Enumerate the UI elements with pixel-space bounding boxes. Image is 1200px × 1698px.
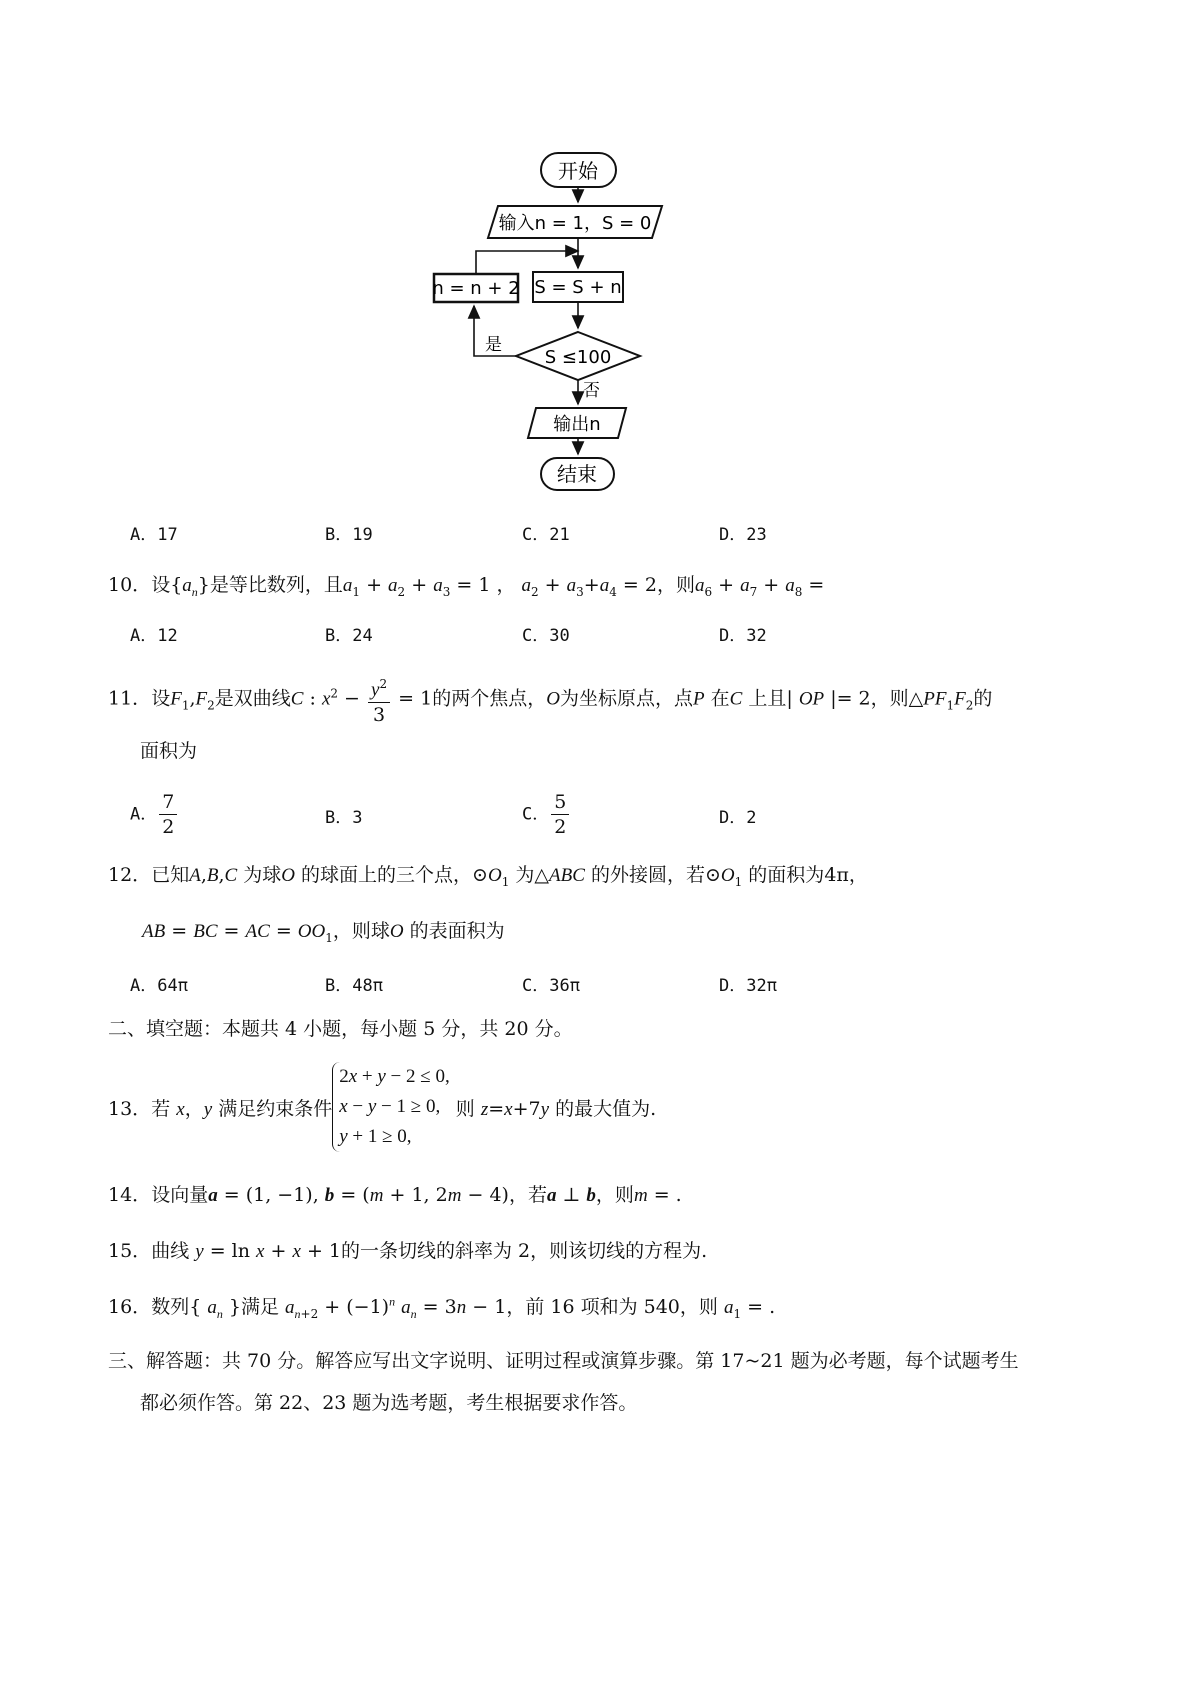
q11-text-d: 为坐标原点，点 bbox=[559, 687, 693, 710]
q12-text-e: 的外接圆，若⊙ bbox=[590, 864, 721, 886]
q12-text-h: 的表面积为 bbox=[409, 920, 505, 942]
condition-label: S ≤100 bbox=[544, 347, 612, 368]
q15-text-b: 的一条切线的斜率为 2，则该切线的方程为. bbox=[341, 1240, 708, 1262]
update-s-label: S = S + n bbox=[534, 277, 622, 298]
q9-option-b: B．19 bbox=[325, 525, 373, 545]
q15-text-a: 曲线 bbox=[151, 1240, 190, 1262]
q11-text-f: 上且 bbox=[748, 687, 787, 710]
q11-text-h: 的 bbox=[973, 687, 993, 710]
end-label: 结束 bbox=[557, 462, 597, 486]
q15-stem: 15．曲线 y = ln x + x + 1的一条切线的斜率为 2，则该切线的方程为. bbox=[108, 1240, 708, 1262]
section3-line1: 三、解答题：共 70 分。解答应写出文字说明、证明过程或演算步骤。第 17~21 题为必考题，每个试题考生 bbox=[108, 1350, 1019, 1372]
q13-stem: 13．若 x，y 满足约束条件2x + y − 2 ≤ 0, x − y − 1 ≥ 0, y + 1 ≥ 0, 则 z=x+7y 的最大值为. bbox=[108, 1062, 656, 1152]
q11-option-b: B．3 bbox=[325, 808, 363, 828]
q16-text-a: 数列 bbox=[151, 1296, 190, 1318]
flowchart bbox=[400, 150, 740, 540]
q10-number: 10． bbox=[108, 574, 152, 596]
q14-text-c: ，则 bbox=[595, 1184, 634, 1206]
section2-title: 二、填空题：本题共 4 小题，每小题 5 分，共 20 分。 bbox=[108, 1018, 573, 1040]
q11-option-d: D．2 bbox=[719, 808, 757, 828]
q15-number: 15． bbox=[108, 1240, 152, 1262]
q11-option-a-label: A． bbox=[130, 804, 158, 825]
q11-option-c-label: C． bbox=[522, 804, 550, 825]
q14-stem: 14．设向量a = (1, −1), b = (m + 1, 2m − 4)，若a ⊥ b，则m = . bbox=[108, 1184, 682, 1206]
q10-text-a: 设 bbox=[151, 574, 171, 596]
q10-option-b: B．24 bbox=[325, 626, 373, 646]
q11-text-c: 的两个焦点， bbox=[432, 687, 547, 710]
q16-text-c: ，前 16 项和为 540，则 bbox=[506, 1296, 718, 1318]
input-label: 输入n = 1，S = 0 bbox=[498, 213, 652, 234]
q11-text-a: 设 bbox=[151, 687, 171, 710]
q12-line2: AB = BC = AC = $OO_1$，则球O 的表面积为 bbox=[142, 920, 505, 945]
q10-option-d: D．32 bbox=[719, 626, 767, 646]
q16-stem: 16．数列{ $a_n$ }满足 $a_{n+2} + (-1)^n$ $a_n = 3n - 1$，前 16 项和为 540，则 $a_1$ = . bbox=[108, 1294, 776, 1321]
q12-text-c: 的球面上的三个点，⊙ bbox=[301, 864, 488, 886]
no-label: 否 bbox=[583, 381, 600, 401]
q10-text-c: ，则 bbox=[656, 574, 695, 596]
q12-text-a: 已知 bbox=[151, 864, 190, 886]
q12-text-f: 的面积为 bbox=[748, 864, 825, 886]
q9-option-c: C．21 bbox=[522, 525, 570, 545]
section3-line2: 都必须作答。第 22、23 题为选考题，考生根据要求作答。 bbox=[140, 1392, 638, 1414]
q13-text-d: 的最大值为. bbox=[555, 1097, 657, 1120]
q12-text-g: ，则球 bbox=[332, 920, 390, 942]
q12-text-d: 为△ bbox=[515, 864, 550, 886]
output-label: 输出n bbox=[553, 414, 601, 435]
q12-option-d: D．32π bbox=[719, 976, 777, 996]
q12-option-b: B．48π bbox=[325, 976, 383, 996]
q14-number: 14． bbox=[108, 1184, 152, 1206]
q13-text-c: 则 bbox=[455, 1097, 475, 1120]
q9-option-d: D．23 bbox=[719, 525, 767, 545]
q11-option-a: A． $\frac{7}{2}$ bbox=[130, 790, 179, 839]
start-label: 开始 bbox=[558, 159, 598, 183]
q11-text-g: ，则△ bbox=[870, 687, 924, 710]
q11-line2: 面积为 bbox=[140, 740, 198, 762]
q9-option-a: A．17 bbox=[130, 525, 178, 545]
q12-option-c: C．36π bbox=[522, 976, 580, 996]
q10-option-c: C．30 bbox=[522, 626, 570, 646]
q13-constraints: 2x + y − 2 ≤ 0, x − y − 1 ≥ 0, y + 1 ≥ 0, bbox=[332, 1062, 450, 1152]
q13-number: 13． bbox=[108, 1097, 152, 1120]
update-n-label: n = n + 2 bbox=[432, 278, 520, 299]
q11-text-e: 在 bbox=[710, 687, 730, 710]
q16-number: 16． bbox=[108, 1296, 152, 1318]
q13-text-a: 若 bbox=[151, 1097, 171, 1120]
q10-option-a: A．12 bbox=[130, 626, 178, 646]
q10-text-b: 是等比数列，且 bbox=[209, 574, 343, 596]
q16-text-b: 满足 bbox=[240, 1296, 279, 1318]
q12-number: 12． bbox=[108, 864, 152, 886]
q12-stem: 12．已知A,B,C 为球O 的球面上的三个点，$⊙O_1$ 为△ABC 的外接圆，若$⊙O_1$ 的面积为4π， bbox=[108, 864, 868, 889]
q11-number: 11． bbox=[108, 687, 152, 710]
q11-text-b: 是双曲线 bbox=[214, 687, 291, 710]
q12-text-b: 为球 bbox=[243, 864, 282, 886]
yes-label: 是 bbox=[485, 335, 502, 355]
q11-stem: 11．设$F_1,F_2$是双曲线C : $x^2$ − $\frac{y^2}{3}$ = 1的两个焦点，O为坐标原点，点P 在C 上且| OP |= 2，则$\triangle PF_1F_2$的 bbox=[108, 672, 992, 727]
q10-stem: 10．设$\{a_n\}$是等比数列，且$a_1 + a_2 + a_3 = 1$ ， $a_2 + a_3+a_4 = 2$，则$a_6 + a_7 + a_8$ = bbox=[108, 574, 825, 599]
q14-text-a: 设向量 bbox=[151, 1184, 209, 1206]
q11-option-c: C． $\frac{5}{2}$ bbox=[522, 790, 571, 839]
q12-option-a: A．64π bbox=[130, 976, 188, 996]
q13-text-b: 满足约束条件 bbox=[218, 1097, 333, 1120]
q14-text-b: ，若 bbox=[508, 1184, 547, 1206]
